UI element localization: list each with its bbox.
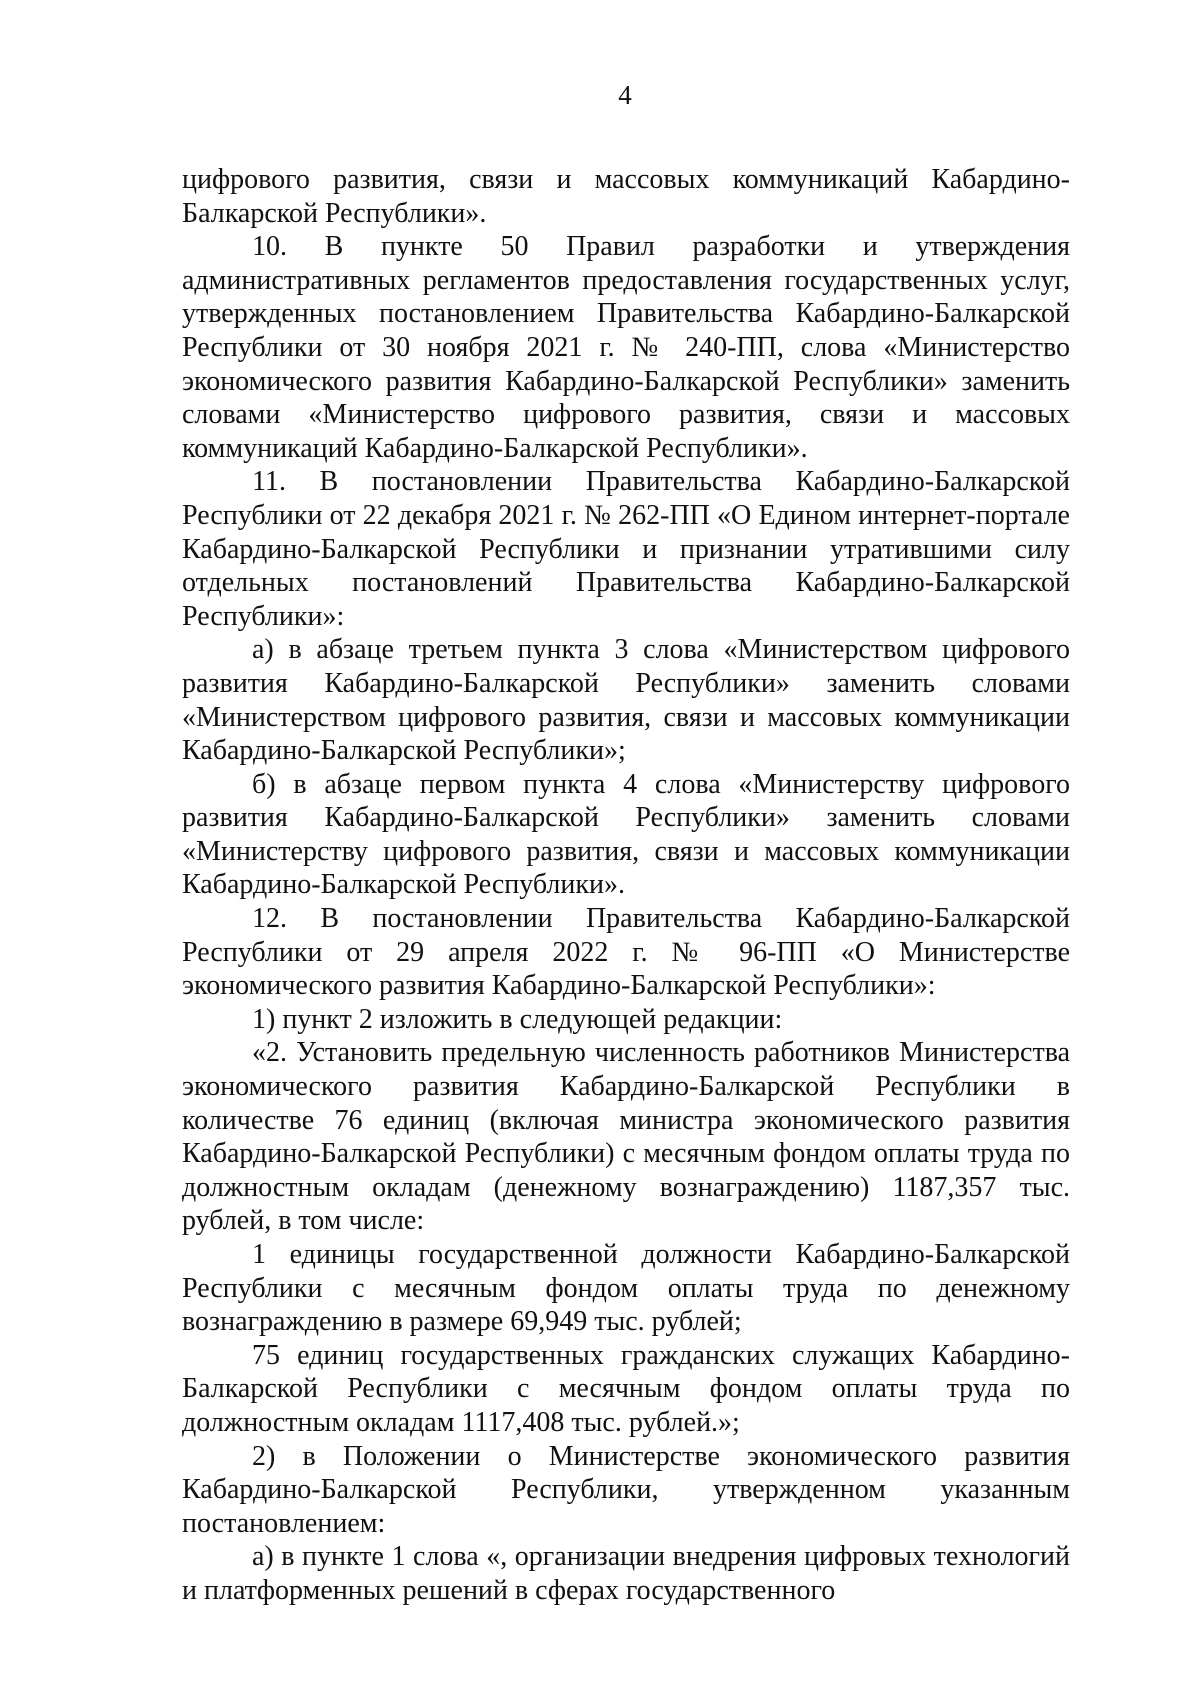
paragraph: 12. В постановлении Правительства Кабардино-Балкарской Республики от 29 апреля 2022 г. № 96-ПП «О Министерстве экономического развития Кабардино-Балкарской Республики»:: [182, 903, 1070, 1002]
paragraph: 1 единицы государственной должности Кабардино-Балкарской Республики с месячным фондом оплаты труда по денежному вознаграждению в размере 69,949 тыс. рублей;: [182, 1239, 1070, 1338]
paragraph: «2. Установить предельную численность работников Министерства экономического развития Кабардино-Балкарской Республики в количестве 76 единиц (включая министра экономического развития Кабардино-Балкарской Республики) с месячным фондом оплаты труда по должностным окладам (денежному вознаграждению) 1187,357 тыс. рублей, в том числе:: [182, 1037, 1070, 1237]
document-body: [182, 163, 1070, 1608]
paragraph: а) в абзаце третьем пункта 3 слова «Министерством цифрового развития Кабардино-Балкарской Республики» заменить словами «Министерством цифрового развития, связи и массовых коммуникации Кабардино-Балкарской Республики»;: [182, 634, 1070, 767]
paragraph: 75 единиц государственных гражданских служащих Кабардино-Балкарской Республики с месячным фондом оплаты труда по должностным окладам 1117,408 тыс. рублей.»;: [182, 1339, 1070, 1438]
paragraph: 10. В пункте 50 Правил разработки и утверждения административных регламентов предоставления государственных услуг, утвержденных постановлением Правительства Кабардино-Балкарской Республики от 30 ноября 2021 г. № 240-ПП, слова «Министерство экономического развития Кабардино-Балкарской Республики» заменить словами «Министерство цифрового развития, связи и массовых коммуникаций Кабардино-Балкарской Республики».: [182, 231, 1070, 464]
paragraph: 1) пункт 2 изложить в следующей редакции:: [252, 1003, 783, 1035]
page-number: 4: [618, 80, 632, 110]
paragraph: цифрового развития, связи и массовых коммуникаций Кабардино-Балкарской Республики».: [182, 164, 1070, 229]
paragraph: а) в пункте 1 слова «, организации внедрения цифровых технологий и платформенных решений в сферах государственного: [182, 1541, 1070, 1606]
paragraph: 2) в Положении о Министерстве экономического развития Кабардино-Балкарской Республики, утвержденном указанным постановлением:: [182, 1440, 1070, 1539]
paragraph: б) в абзаце первом пункта 4 слова «Министерству цифрового развития Кабардино-Балкарской Республики» заменить словами «Министерству цифрового развития, связи и массовых коммуникации Кабардино-Балкарской Республики».: [182, 768, 1070, 901]
paragraph: 11. В постановлении Правительства Кабардино-Балкарской Республики от 22 декабря 2021 г. № 262-ПП «О Едином интернет-портале Кабардино-Балкарской Республики и признании утратившими силу отдельных постановлений Правительства Кабардино-Балкарской Республики»:: [182, 466, 1070, 632]
